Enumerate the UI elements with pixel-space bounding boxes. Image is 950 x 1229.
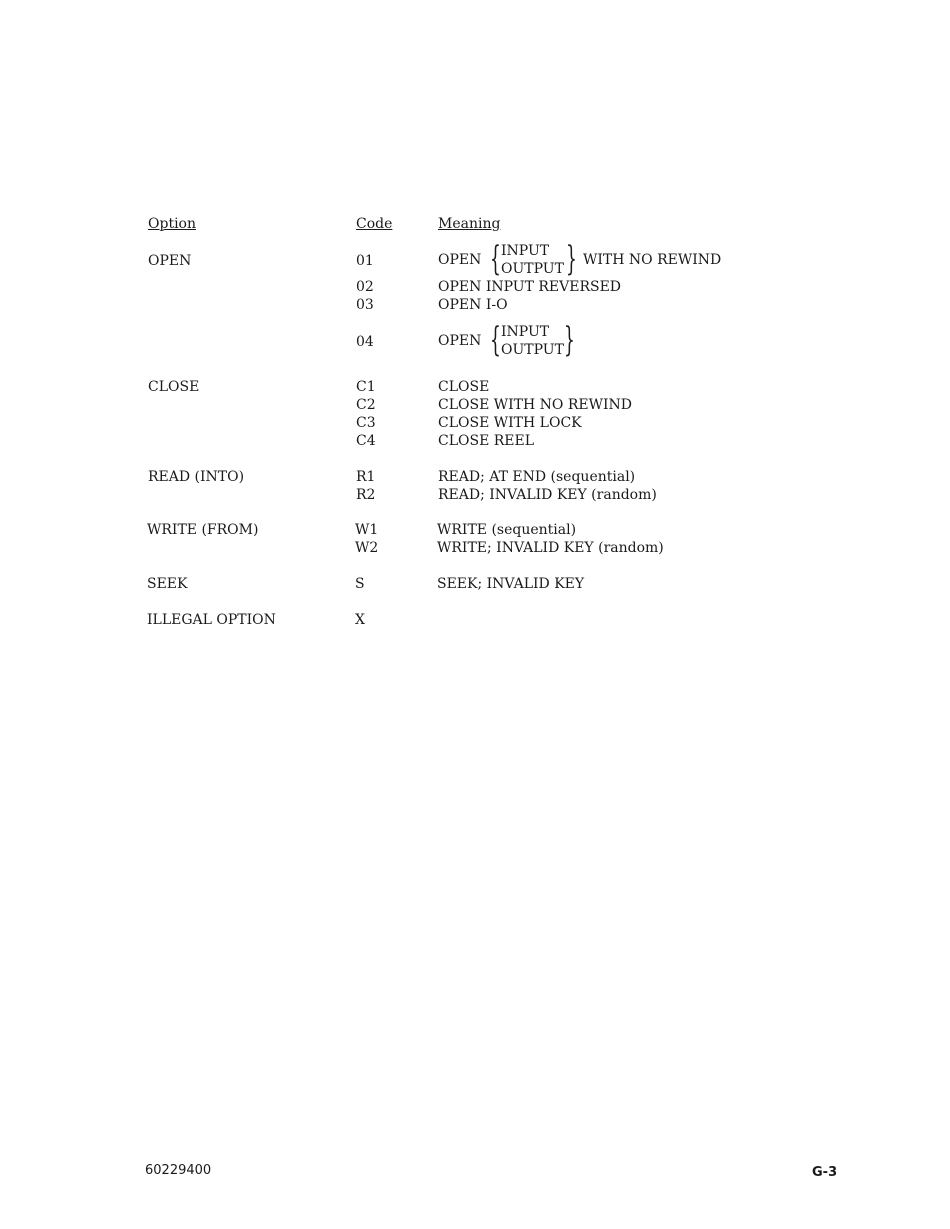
meaning-s: SEEK; INVALID KEY	[437, 576, 585, 592]
code-02: 02	[356, 279, 374, 295]
meaning-01-trail: WITH NO REWIND	[583, 252, 722, 268]
left-brace: {	[490, 239, 501, 279]
left-brace: {	[490, 320, 501, 360]
meaning-w2: WRITE; INVALID KEY (random)	[437, 540, 664, 556]
meaning-04-output: OUTPUT	[501, 342, 564, 358]
meaning-04-open: OPEN	[438, 333, 482, 349]
header-code: Code	[356, 216, 393, 232]
meaning-04-input: INPUT	[501, 324, 550, 340]
option-read: READ (INTO)	[148, 469, 245, 485]
code-w1: W1	[355, 522, 379, 538]
option-illegal: ILLEGAL OPTION	[147, 612, 276, 628]
option-write: WRITE (FROM)	[147, 522, 259, 538]
meaning-c2: CLOSE WITH NO REWIND	[438, 397, 632, 413]
option-close: CLOSE	[148, 379, 200, 395]
code-s: S	[355, 576, 365, 592]
option-open: OPEN	[148, 253, 192, 269]
meaning-w1: WRITE (sequential)	[437, 522, 577, 538]
meaning-c3: CLOSE WITH LOCK	[438, 415, 582, 431]
code-c2: C2	[356, 397, 376, 413]
meaning-01-output: OUTPUT	[501, 261, 564, 277]
meaning-01-open: OPEN	[438, 252, 482, 268]
meaning-r1: READ; AT END (sequential)	[438, 469, 636, 485]
code-r1: R1	[356, 469, 376, 485]
meaning-c1: CLOSE	[438, 379, 490, 395]
meaning-c4: CLOSE REEL	[438, 433, 535, 449]
code-01: 01	[356, 253, 374, 269]
page-number: G-3	[812, 1165, 838, 1180]
header-option: Option	[148, 216, 196, 232]
meaning-04-modes	[501, 323, 564, 359]
code-x: X	[355, 612, 365, 628]
header-meaning: Meaning	[438, 216, 501, 232]
code-03: 03	[356, 297, 374, 313]
option-seek: SEEK	[147, 576, 188, 592]
document-number: 60229400	[145, 1163, 212, 1178]
meaning-02: OPEN INPUT REVERSED	[438, 279, 622, 295]
code-04: 04	[356, 334, 374, 350]
meaning-r2: READ; INVALID KEY (random)	[438, 487, 657, 503]
code-w2: W2	[355, 540, 379, 556]
meaning-01-modes	[501, 242, 564, 278]
right-brace: }	[566, 239, 577, 279]
meaning-01-input: INPUT	[501, 243, 550, 259]
right-brace: }	[564, 320, 575, 360]
code-r2: R2	[356, 487, 376, 503]
meaning-03: OPEN I-O	[438, 297, 508, 313]
code-c4: C4	[356, 433, 376, 449]
code-c3: C3	[356, 415, 376, 431]
code-c1: C1	[356, 379, 376, 395]
